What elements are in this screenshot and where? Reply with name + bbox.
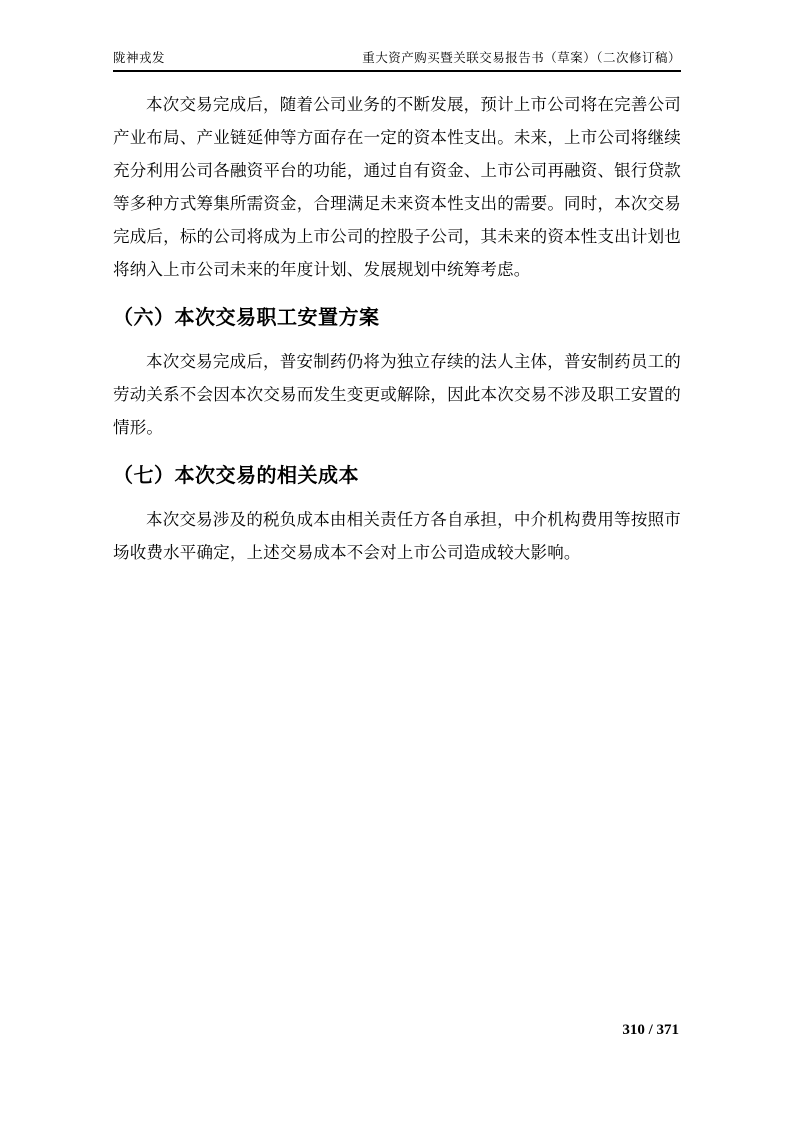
- page-header: [113, 50, 681, 72]
- paragraph-transaction-costs: 本次交易涉及的税负成本由相关责任方各自承担，中介机构费用等按照市场收费水平确定，上述交易成本不会对上市公司造成较大影响。: [113, 510, 681, 562]
- page-number: 310 / 371: [622, 1022, 679, 1038]
- page-footer: [113, 1021, 679, 1039]
- section-heading-seven-transaction-costs: （七）本次交易的相关成本: [113, 465, 359, 487]
- paragraph-employee-placement: 本次交易完成后，普安制药仍将为独立存续的法人主体，普安制药员工的劳动关系不会因本次交易而发生变更或解除，因此本次交易不涉及职工安置的情形。: [113, 352, 681, 437]
- section-heading-six-employee-placement: （六）本次交易职工安置方案: [113, 307, 380, 329]
- header-company-short-name: 陇神戎发: [113, 51, 166, 65]
- header-report-title: 重大资产购买暨关联交易报告书（草案）（二次修订稿）: [362, 51, 681, 65]
- document-body: [113, 88, 681, 569]
- paragraph-capital-expenditure-plan: 本次交易完成后，随着公司业务的不断发展，预计上市公司将在完善公司产业布局、产业链延伸等方面存在一定的资本性支出。未来，上市公司将继续充分利用公司各融资平台的功能，通过自有资金、上市公司再融资、银行贷款等多种方式筹集所需资金，合理满足未来资本性支出的需要。同时，本次交易完成后，标的公司将成为上市公司的控股子公司，其未来的资本性支出计划也将纳入上市公司未来的年度计划、发展规划中统筹考虑。: [113, 95, 681, 279]
